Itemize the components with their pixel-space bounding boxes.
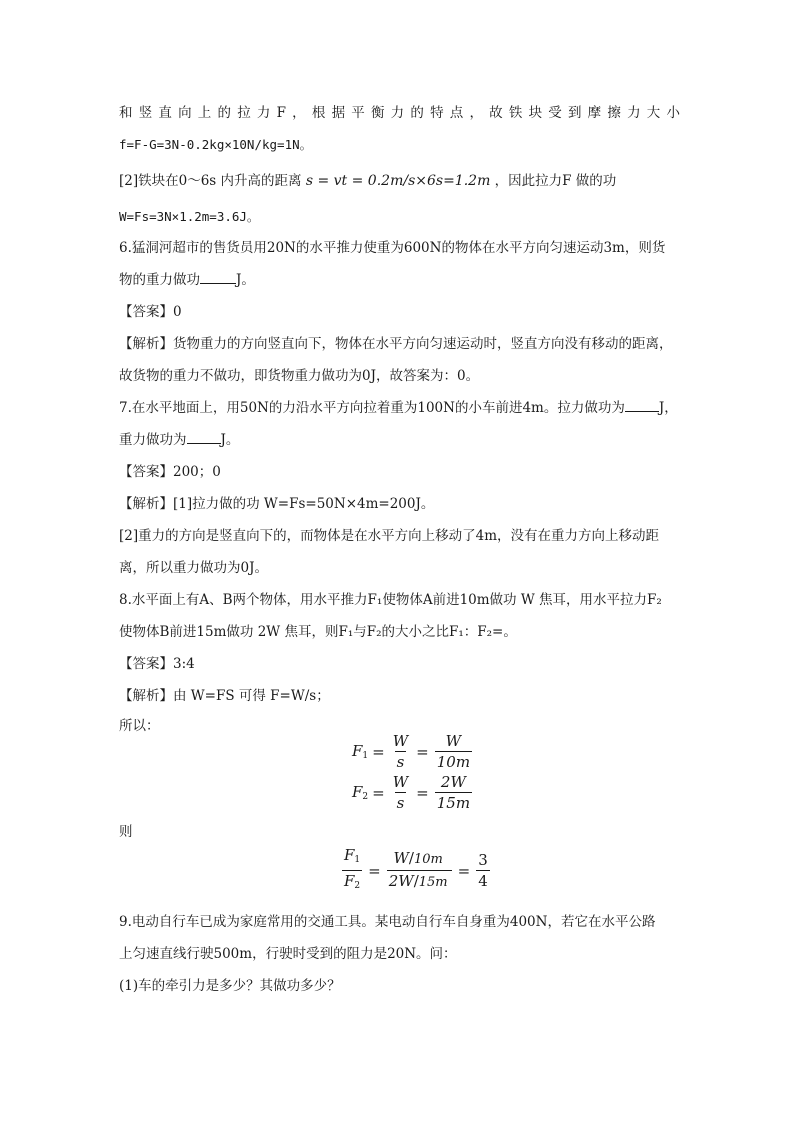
question-6-line: 6.猛洞河超市的售货员用20N的水平推力使重为600N的物体在水平方向匀速运动3m，则货 xyxy=(119,240,666,256)
explanation-line: 【解析】货物重力的方向竖直向下，物体在水平方向匀速运动时，竖直方向没有移动的距离， xyxy=(119,336,673,352)
fraction: $\frac{F_1}{F_2}$ xyxy=(342,846,362,895)
answer-blank xyxy=(625,398,659,412)
text-segment: 7.在水平地面上，用50N的力沿水平方向拉着重为100N的小车前进4m。拉力做功为 xyxy=(119,400,625,416)
answer-blank xyxy=(187,430,221,444)
explanation-line: [2]重力的方向是竖直向下的，而物体是在水平方向上移动了4m，没有在重力方向上移动距 xyxy=(119,528,660,544)
text-segment: J。 xyxy=(220,432,240,448)
text-segment: 物的重力做功 xyxy=(119,272,200,288)
equals-sign: = xyxy=(416,742,429,761)
question-7-line xyxy=(119,430,239,450)
formula-f1 xyxy=(352,732,474,771)
explanation-line: 故货物的重力不做功，即货物重力做功为0J，故答案为：0。 xyxy=(119,368,480,384)
answer-blank xyxy=(200,270,236,284)
fraction: $\frac{W}{s}$ xyxy=(392,732,409,771)
question-8-line: 8.水平面上有A、B两个物体，用水平推力F₁使物体A前进10m做功 W 焦耳，用水平拉力F₂ xyxy=(119,592,662,608)
equals-sign: = xyxy=(372,742,385,761)
text-segment: J， xyxy=(658,400,678,416)
question-9-line: (1)车的牵引力是多少？其做功多少？ xyxy=(119,978,341,994)
inline-formula: s = vt = 0.2m/s×6s=1.2m xyxy=(305,173,491,189)
question-6-line xyxy=(119,270,255,290)
question-7-line xyxy=(119,398,678,418)
formula-lhs: $F_2$ xyxy=(352,783,369,802)
text-line xyxy=(119,171,616,191)
equals-sign: = xyxy=(372,783,385,802)
question-9-line: 上匀速直线行驶500m，行驶时受到的阻力是20N。问： xyxy=(119,946,457,962)
text-segment: J。 xyxy=(236,272,255,288)
explanation-line: 则 xyxy=(119,824,133,840)
equals-sign: = xyxy=(416,783,429,802)
fraction: $\frac{W}{s}$ xyxy=(392,773,409,812)
answer-line: 【答案】3:4 xyxy=(119,656,195,672)
explanation-line: 【解析】[1]拉力做的功 W=Fs=50N×4m=200J。 xyxy=(119,496,435,512)
answer-line: 【答案】0 xyxy=(119,304,182,320)
text-line: 和竖直向上的拉力F，根据平衡力的特点，故铁块受到摩擦力大小 xyxy=(119,105,687,121)
formula-ratio xyxy=(340,846,492,895)
explanation-line: 所以： xyxy=(119,718,160,734)
text-segment: ，因此拉力F 做的功 xyxy=(494,173,617,189)
fraction: $\frac{3}{4}$ xyxy=(478,851,488,890)
fraction: $\frac{2W}{15m}$ xyxy=(436,773,471,812)
explanation-line: 离，所以重力做功为0J。 xyxy=(119,560,269,576)
formula-f2 xyxy=(352,773,474,812)
text-line: W=Fs=3N×1.2m=3.6J。 xyxy=(119,209,260,224)
text-line: f=F-G=3N-0.2kg×10N/kg=1N。 xyxy=(119,137,313,152)
question-9-line: 9.电动自行车已成为家庭常用的交通工具。某电动自行车自身重为400N，若它在水平公路 xyxy=(119,914,656,930)
explanation-line: 【解析】由 W=FS 可得 F=W/s； xyxy=(119,688,330,704)
equals-sign: = xyxy=(457,861,471,880)
question-8-line: 使物体B前进15m做功 2W 焦耳，则F₁与F₂的大小之比F₁：F₂=。 xyxy=(119,624,517,640)
answer-line: 【答案】200；0 xyxy=(119,464,221,480)
equals-sign: = xyxy=(368,861,381,880)
text-segment: [2]铁块在0～6s 内升高的距离 xyxy=(119,173,302,189)
compound-fraction: $\frac{W/10m}{2W/15m}$ xyxy=(387,849,452,892)
text-segment: 重力做功为 xyxy=(119,432,187,448)
formula-lhs: $F_1$ xyxy=(352,742,369,761)
fraction: $\frac{W}{10m}$ xyxy=(436,732,471,771)
